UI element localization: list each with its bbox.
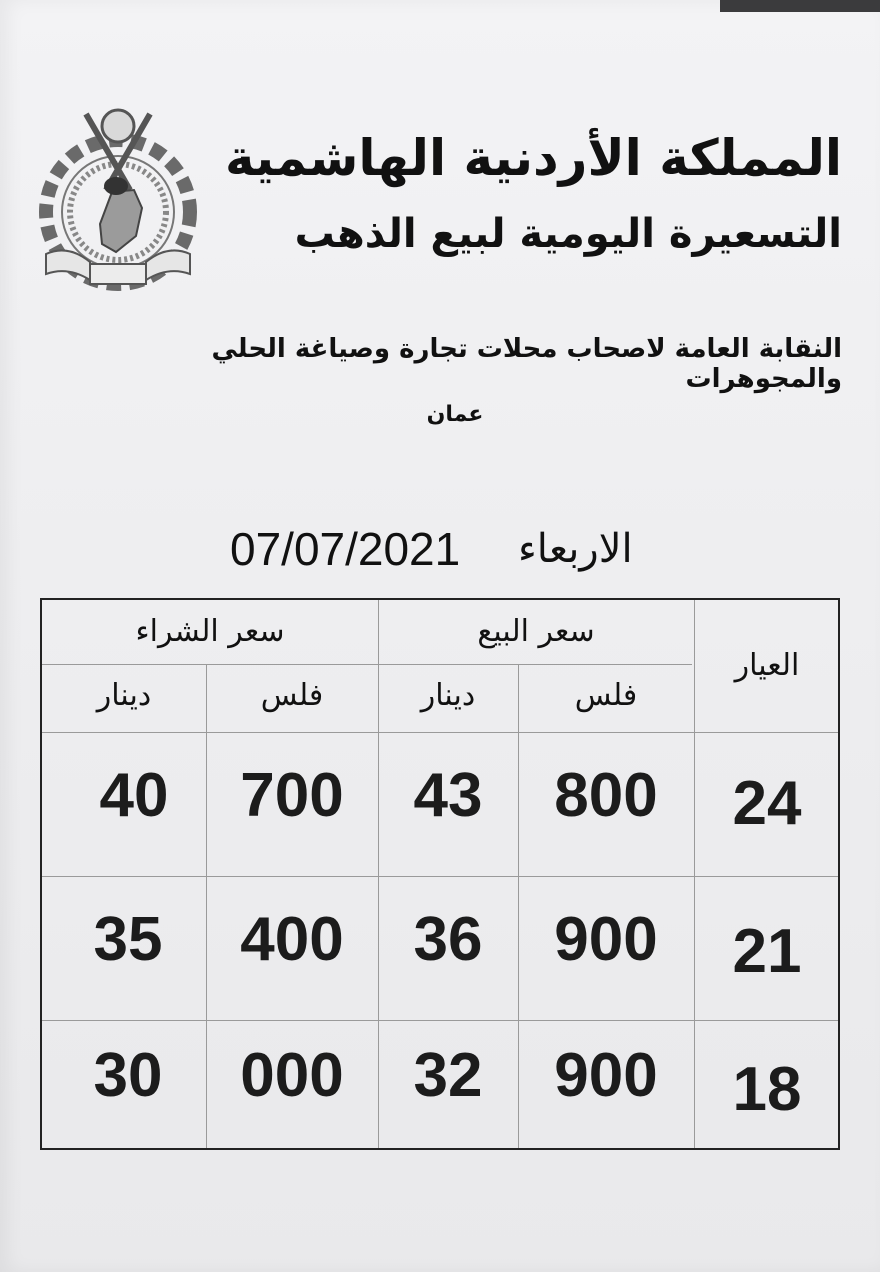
karat-cell: 18: [732, 1055, 802, 1124]
sell-fils-header: فلس: [574, 678, 638, 713]
date-value: 07/07/2021: [230, 523, 461, 575]
gear-emblem-icon: [38, 104, 198, 294]
row-line-1: [42, 876, 838, 877]
sell-fils-cell: 800: [554, 761, 658, 830]
background-edge: [720, 0, 880, 12]
syndicate-logo: [38, 104, 198, 294]
buy-fils-cell: 700: [240, 761, 344, 830]
sell-dinar-cell: 36: [413, 905, 483, 974]
sell-dinar-header: دينار: [420, 678, 476, 713]
daily-pricing-title: التسعيرة اليومية لبيع الذهب: [294, 211, 842, 257]
buy-fils-cell: 000: [240, 1041, 344, 1110]
buy-dinar-cell: 30: [93, 1041, 163, 1110]
document-header: [202, 118, 842, 262]
buy-dinar-header: دينار: [96, 678, 152, 713]
city-name: عمان: [426, 402, 484, 427]
sell-dinar-cell: 43: [413, 761, 483, 830]
kingdom-title: المملكة الأردنية الهاشمية: [224, 129, 842, 187]
sell-fils-cell: 900: [554, 905, 658, 974]
buy-dinar-cell: 35: [93, 905, 163, 974]
sell-fils-cell: 900: [554, 1041, 658, 1110]
buy-dinar-cell: 40: [99, 761, 169, 830]
organization-name: النقابة العامة لاصحاب محلات تجارة وصياغة الحلي والمجوهرات: [211, 334, 842, 394]
karat-cell: 24: [732, 769, 802, 838]
header-split-line: [42, 664, 692, 665]
buy-fils-header: فلس: [260, 678, 324, 713]
header-bottom-line: [42, 732, 838, 733]
sell-dinar-cell: 32: [413, 1041, 483, 1110]
karat-cell: 21: [732, 917, 802, 986]
buy-price-header: سعر الشراء: [135, 614, 285, 649]
buy-fils-cell: 400: [240, 905, 344, 974]
row-line-2: [42, 1020, 838, 1021]
karat-header: العيار: [734, 648, 800, 683]
date-line: [220, 520, 680, 580]
day-name: الاربعاء: [518, 527, 633, 571]
sell-price-header: سعر البيع: [477, 614, 595, 649]
gold-price-table: [40, 598, 840, 1150]
